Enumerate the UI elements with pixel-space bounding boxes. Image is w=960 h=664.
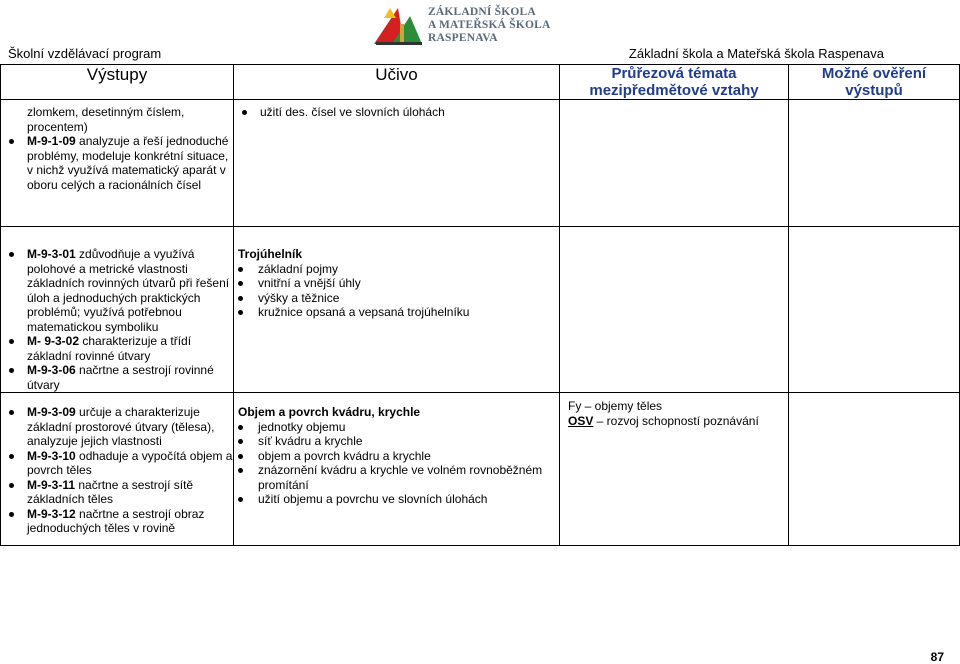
- list-item: zlomkem, desetinným číslem,: [27, 105, 185, 119]
- list-item: M-9-3-01 zdůvodňuje a využívá polohové a metrické vlastnosti základních rovinných útvarů při řešení úloh a jednoduchých praktických problémů; využívá potřebnou matematickou symboliku: [1, 247, 233, 334]
- header-ucivo: Učivo: [234, 65, 560, 100]
- list-item: kružnice opsaná a vepsaná trojúhelníku: [234, 305, 559, 320]
- list-item: M-9-3-09 určuje a charakterizuje základní prostorové útvary (tělesa), analyzuje jejich vlastnosti: [1, 405, 233, 449]
- curriculum-table: [0, 64, 960, 546]
- list-item: jednotky objemu: [234, 420, 559, 435]
- list-item: znázornění kvádru a krychle ve volném rovnoběžném promítání: [234, 463, 559, 492]
- topic-title: Trojúhelník: [238, 247, 303, 261]
- row3-overeni: [789, 393, 960, 546]
- table-row: [1, 393, 960, 546]
- row1-overeni: [789, 100, 960, 227]
- logo-text: ZÁKLADNÍ ŠKOLA A MATEŘSKÁ ŠKOLA RASPENAVA: [428, 6, 551, 44]
- list-item: síť kvádru a krychle: [234, 434, 559, 449]
- table-header-row: [1, 65, 960, 100]
- school-name: Základní škola a Mateřská škola Raspenava: [628, 46, 884, 61]
- row1-vystupy: [1, 100, 234, 227]
- list-item: M-9-3-06 načrtne a sestrojí rovinné útvary: [1, 363, 233, 392]
- header-mozne-overeni: Možné ověření výstupů: [789, 65, 960, 100]
- row3-vystupy: [1, 393, 234, 546]
- list-item: procentem): [27, 119, 88, 134]
- row3-temata: [560, 393, 789, 546]
- row3-ucivo: [234, 393, 560, 546]
- school-logo: [370, 4, 560, 50]
- row1-ucivo: [234, 100, 560, 227]
- page-number: 87: [930, 650, 944, 664]
- table-row: [1, 227, 960, 393]
- topic-title: Objem a povrch kvádru, krychle: [238, 405, 421, 419]
- cross-topic-fy: Fy – objemy těles: [568, 399, 663, 413]
- list-item: výšky a těžnice: [234, 291, 559, 306]
- list-item: M-9-3-10 odhaduje a vypočítá objem a povrch těles: [1, 449, 233, 478]
- row2-overeni: [789, 227, 960, 393]
- list-item: vnitřní a vnější úhly: [234, 276, 559, 291]
- row1-temata: [560, 100, 789, 227]
- list-item: objem a povrch kvádru a krychle: [234, 449, 559, 464]
- row2-ucivo: [234, 227, 560, 393]
- cross-topic-osv: OSV – rozvoj schopností poznávání: [568, 413, 759, 428]
- list-item: základní pojmy: [234, 262, 559, 277]
- row2-vystupy: [1, 227, 234, 393]
- list-item: užití objemu a povrchu ve slovních úlohách: [234, 492, 559, 507]
- header-vystupy: Výstupy: [1, 65, 234, 100]
- logo-emblem-icon: [370, 4, 428, 50]
- list-item: užití des. čísel ve slovních úlohách: [234, 105, 559, 120]
- list-item: M-9-1-09 analyzuje a řeší jednoduché problémy, modeluje konkrétní situace, v nichž využívá matematický aparát v oboru celých a racionálních čísel: [1, 134, 233, 192]
- program-title: Školní vzdělávací program: [8, 46, 162, 61]
- table-row: [1, 100, 960, 227]
- list-item: M-9-3-12 načrtne a sestrojí obraz jednoduchých těles v rovině: [1, 507, 233, 536]
- list-item: M-9-3-11 načrtne a sestrojí sítě základních těles: [1, 478, 233, 507]
- list-item: M- 9-3-02 charakterizuje a třídí základní rovinné útvary: [1, 334, 233, 363]
- header-prurezova-temata: Průřezová témata mezipředmětové vztahy: [560, 65, 789, 100]
- row2-temata: [560, 227, 789, 393]
